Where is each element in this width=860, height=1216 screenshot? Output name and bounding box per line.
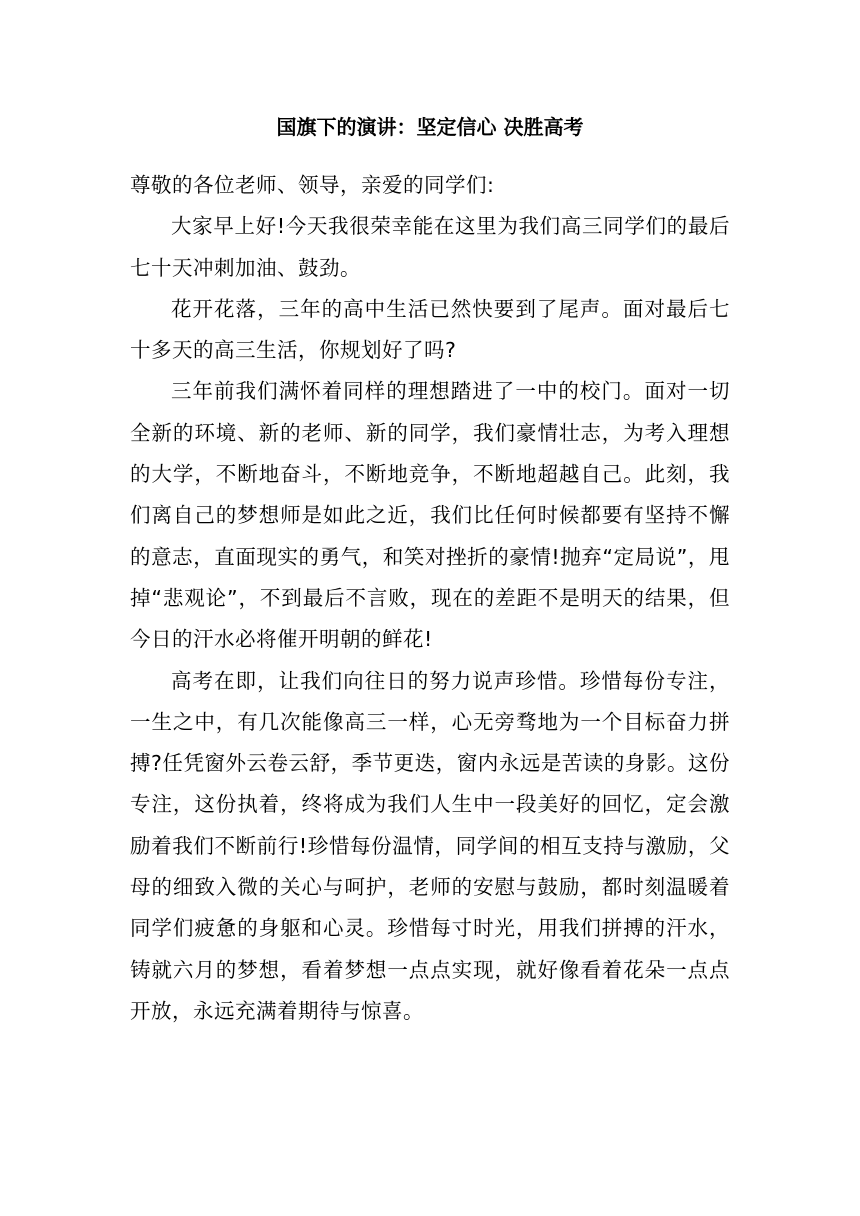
paragraph-three-years-ago: 三年前我们满怀着同样的理想踏进了一中的校门。面对一切全新的环境、新的老师、新的同学，我们豪情壮志，为考入理想的大学，不断地奋斗，不断地竞争，不断地超越自己。此刻，我们离自己的梦想师是如此之近，我们比任何时候都要有坚持不懈的意志，直面现实的勇气，和笑对挫折的豪情!抛弃“定局说”，甩掉“悲观论”，不到最后不言败，现在的差距不是明天的结果，但今日的汗水必将催开明朝的鲜花! bbox=[130, 379, 730, 652]
paragraph-high-school-ending: 花开花落，三年的高中生活已然快要到了尾声。面对最后七十多天的高三生活，你规划好了吗? bbox=[130, 296, 730, 363]
document-title: 国旗下的演讲：坚定信心 决胜高考 bbox=[276, 115, 584, 139]
paragraph-cherish: 高考在即，让我们向往日的努力说声珍惜。珍惜每份专注，一生之中，有几次能像高三一样，心无旁骛地为一个目标奋力拼搏?任凭窗外云卷云舒，季节更迭，窗内永远是苦读的身影。这份专注，这份执着，终将成为我们人生中一段美好的回忆，定会激励着我们不断前行!珍惜每份温情，同学间的相互支持与激励，父母的细致入微的关心与呵护，老师的安慰与鼓励，都时刻温暖着同学们疲惫的身躯和心灵。珍惜每寸时光，用我们拼搏的汗水，铸就六月的梦想，看着梦想一点点实现，就好像看着花朵一点点开放，永远充满着期待与惊喜。 bbox=[130, 668, 730, 1023]
paragraph-greeting: 大家早上好!今天我很荣幸能在这里为我们高三同学们的最后七十天冲刺加油、鼓劲。 bbox=[130, 214, 730, 280]
document-body bbox=[130, 165, 730, 1032]
salutation: 尊敬的各位老师、领导，亲爱的同学们: bbox=[130, 173, 495, 197]
